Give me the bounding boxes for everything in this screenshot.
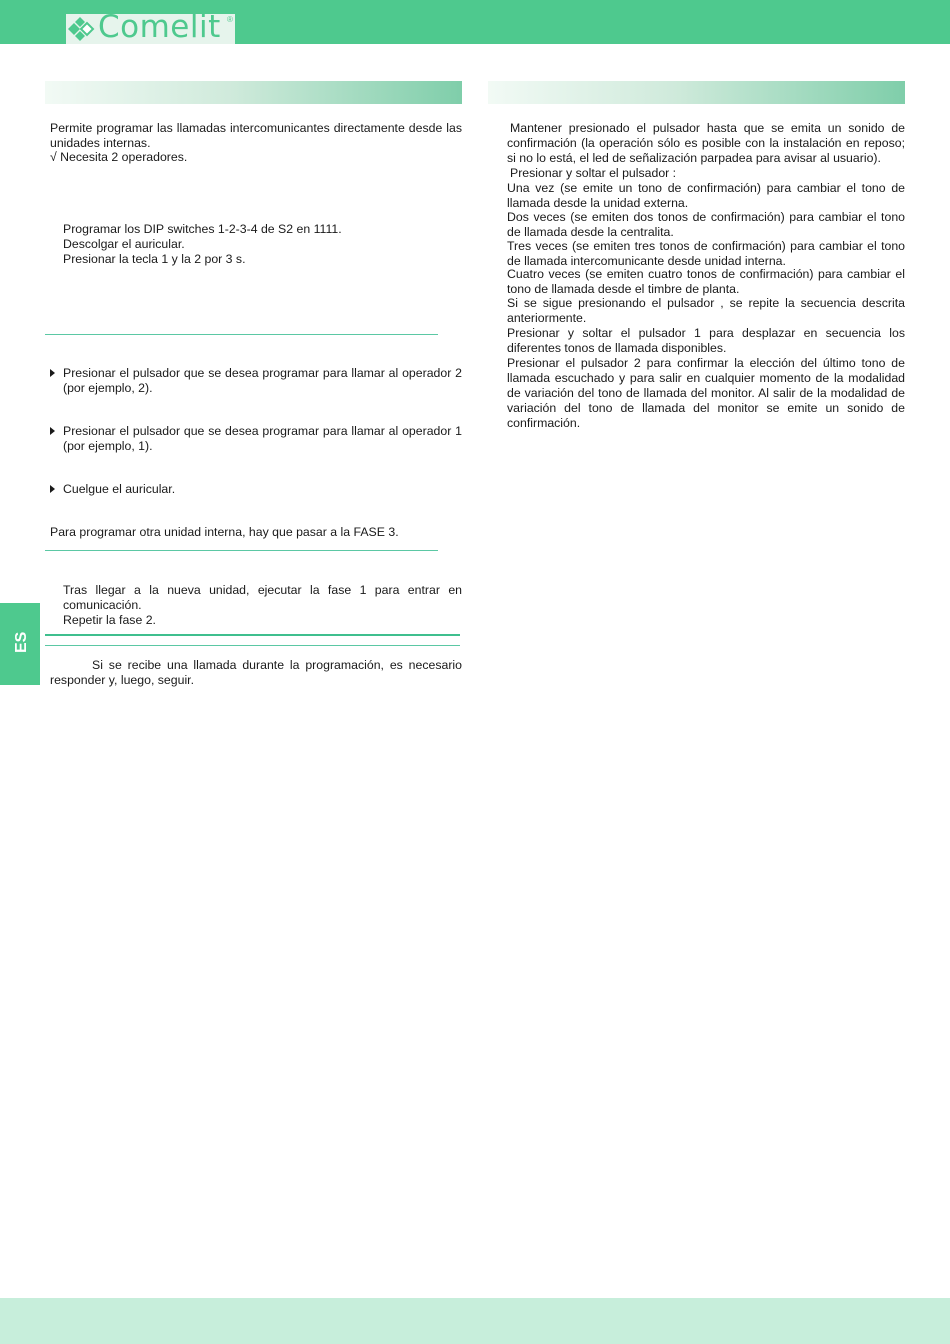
- bullet-item: [50, 482, 462, 497]
- footer-bar: [0, 1298, 950, 1344]
- bullet-item: [50, 366, 462, 396]
- note-rule-bottom: [45, 645, 460, 646]
- intro-paragraph: Permite programar las llamadas intercomunicantes directamente desde las unidades internas.: [50, 121, 462, 150]
- step-repeat: Repetir la fase 2.: [63, 613, 156, 627]
- divider-phase-3: [45, 550, 438, 551]
- registered-mark: ®: [227, 15, 233, 24]
- note-text: Si se recibe una llamada durante la programación, es necesario responder y, luego, seguir.: [50, 658, 462, 687]
- bullet-text: Presionar el pulsador que se desea programar para llamar al operador 1 (por ejemplo, 1).: [63, 424, 462, 453]
- bullet-arrow-icon: [50, 369, 55, 377]
- right-paragraph-7: Si se sigue presionando el pulsador , se repite la secuencia descrita anteriormente.: [507, 296, 905, 325]
- right-paragraph-2: Presionar y soltar el pulsador :: [510, 166, 677, 180]
- step-next-unit: Tras llegar a la nueva unidad, ejecutar la fase 1 para entrar en comunicación.: [63, 583, 462, 612]
- bullet-arrow-icon: [50, 485, 55, 493]
- right-paragraph-9: Presionar el pulsador 2 para confirmar la elección del último tono de llamada escuchado y para salir en cualquier momento de la modalidad de variación del tono de llamada del monitor. Al salir de la modalidad de variación del tono de llamada del monitor se emite un sonido de confirmación.: [507, 356, 905, 430]
- right-paragraph-4: Dos veces (se emiten dos tonos de confirmación) para cambiar el tono de llamada desde la centralita.: [507, 210, 905, 239]
- step-lift-handset: Descolgar el auricular.: [63, 237, 185, 251]
- bullet-item: [50, 424, 462, 454]
- language-tab: [0, 603, 40, 685]
- step-dip-switches: Programar los DIP switches 1-2-3-4 de S2 en 1111.: [63, 222, 342, 236]
- bullet-arrow-icon: [50, 427, 55, 435]
- comelit-logo-icon: [68, 17, 96, 41]
- right-section-header: [488, 81, 905, 104]
- note-rule-top: [45, 634, 460, 636]
- language-tab-label: ES: [13, 631, 30, 653]
- left-section-header: [45, 81, 462, 104]
- right-paragraph-3: Una vez (se emite un tono de confirmación) para cambiar el tono de llamada desde la unidad externa.: [507, 181, 905, 210]
- brand-logo: [66, 9, 235, 45]
- right-paragraph-8: Presionar y soltar el pulsador 1 para desplazar en secuencia los diferentes tonos de llamada disponibles.: [507, 326, 905, 355]
- step-press-keys: Presionar la tecla 1 y la 2 por 3 s.: [63, 252, 246, 266]
- bullet-text: Cuelgue el auricular.: [63, 482, 176, 496]
- right-paragraph-5: Tres veces (se emiten tres tonos de confirmación) para cambiar el tono de llamada intercomunicante desde unidad interna.: [507, 239, 905, 268]
- bullet-text: Presionar el pulsador que se desea programar para llamar al operador 2 (por ejemplo, 2).: [63, 366, 462, 395]
- phase-note: Para programar otra unidad interna, hay que pasar a la FASE 3.: [50, 525, 399, 539]
- logo-wordmark: Comelit: [98, 9, 221, 45]
- right-paragraph-6: Cuatro veces (se emiten cuatro tonos de confirmación) para cambiar el tono de llamada desde el timbre de planta.: [507, 267, 905, 296]
- requirement-note: √ Necesita 2 operadores.: [50, 150, 188, 164]
- divider-phase-2: [45, 334, 438, 335]
- right-paragraph-1: Mantener presionado el pulsador hasta que se emita un sonido de confirmación (la operación sólo es posible con la instalación en reposo; si no lo está, el led de señalización parpadea para avisar al usuario).: [507, 121, 905, 165]
